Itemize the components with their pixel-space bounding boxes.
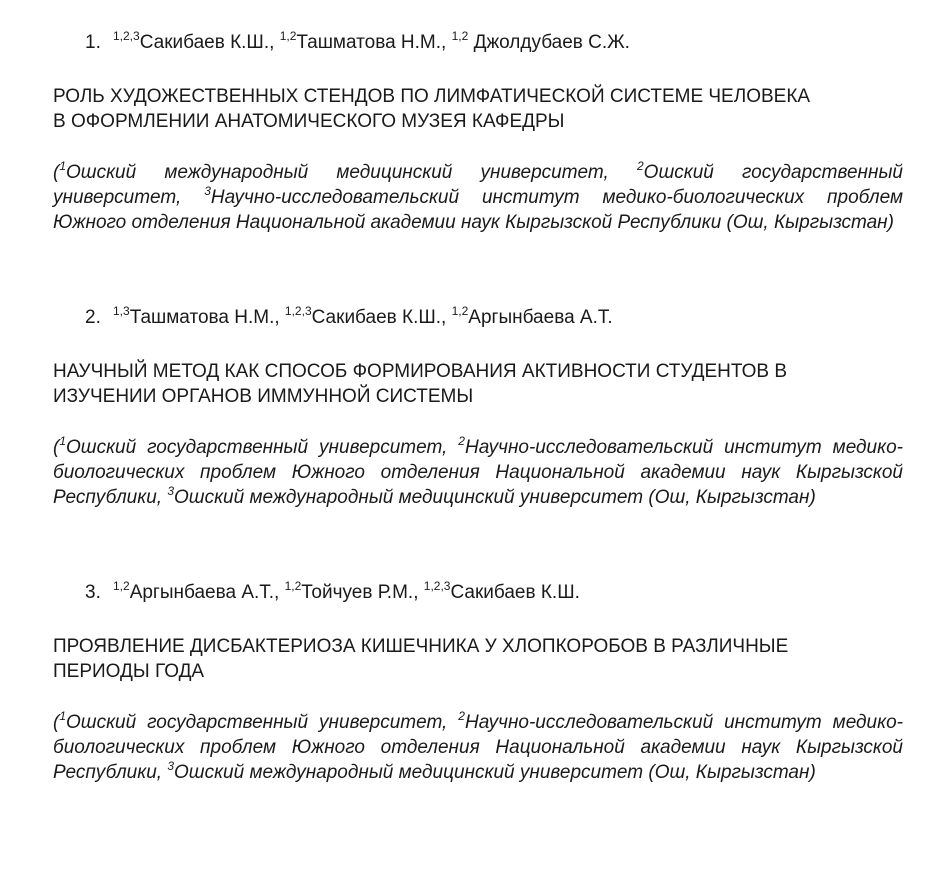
affil-text: Научно-исследовательский институт медико-биологических проблем Южного отделения Национальной академии наук Кыргызской Республики (Ош, Кыргызстан)	[53, 187, 903, 233]
author-name: Аргынбаева А.Т.,	[129, 582, 280, 603]
entry-title	[53, 634, 903, 684]
affil-text: Ошский международный медицинский университет (Ош, Кыргызстан)	[174, 762, 816, 783]
entry-1	[53, 30, 903, 235]
author-name: Тойчуев Р.М.,	[301, 582, 419, 603]
author-name: Аргынбаева А.Т.	[468, 307, 613, 328]
entry-2	[53, 305, 903, 510]
title-line-1: НАУЧНЫЙ МЕТОД КАК СПОСОБ ФОРМИРОВАНИЯ АКТИВНОСТИ СТУДЕНТОВ В	[53, 361, 788, 382]
affil-sup: 1	[59, 159, 67, 173]
author-sup: 1,2	[451, 304, 469, 318]
affil-sup: 3	[204, 184, 211, 198]
affil-text: Ошский международный медицинский университет (Ош, Кыргызстан)	[174, 487, 816, 508]
entry-affiliations: ($^1$Ошский государственный университет, $^2$Научно-исследовательский институт медико-биологических проблем Южного отделения Национальной академии наук Кыргызской Республики, $^3$Ошский международный медицинский университет (Ош, Кыргызстан)	[53, 434, 903, 508]
author-sup: 1,2	[279, 29, 297, 43]
entry-authors	[53, 305, 903, 331]
affil-text: Ошский государственный университет,	[53, 162, 903, 208]
affil-text: Ошский государственный университет,	[66, 437, 459, 458]
affil-sup: 1	[59, 434, 67, 448]
affil-text: Ошский государственный университет,	[66, 712, 459, 733]
entry-affiliations: ($^1$Ошский международный медицинский университет, $^2$Ошский государственный университет, $^3$Научно-исследовательский институт медико-биологических проблем Южного отделения Национальной академии наук Кыргызской Республики (Ош, Кыргызстан)	[53, 159, 903, 233]
author-sup: 1,2,3	[284, 304, 312, 318]
title-line-2: ИЗУЧЕНИИ ОРГАНОВ ИММУННОЙ СИСТЕМЫ	[53, 386, 474, 407]
author-sup: 1,2	[451, 29, 469, 43]
affil-text: Научно-исследовательский институт медико-биологических проблем Южного отделения Национальной академии наук Кыргызской Республики,	[53, 437, 903, 508]
author-name: Сакибаев К.Ш.	[450, 582, 580, 603]
author-name: Ташматова Н.М.,	[296, 32, 447, 53]
author-sup: 1,2	[113, 579, 130, 593]
entry-3	[53, 580, 903, 785]
title-line-1: РОЛЬ ХУДОЖЕСТВЕННЫХ СТЕНДОВ ПО ЛИМФАТИЧЕСКОЙ СИСТЕМЕ ЧЕЛОВЕКА	[53, 86, 811, 107]
entry-number: 1.	[85, 32, 101, 53]
author-name: Джолдубаев С.Ж.	[468, 32, 630, 53]
author-sup: 1,3	[113, 304, 130, 318]
affil-sup: 2	[636, 159, 644, 173]
entry-title	[53, 359, 903, 409]
entry-authors	[53, 30, 903, 56]
author-name: Ташматова Н.М.,	[129, 307, 280, 328]
author-name: Сакибаев К.Ш.,	[139, 32, 275, 53]
entry-affiliations: ($^1$Ошский государственный университет, $^2$Научно-исследовательский институт медико-биологических проблем Южного отделения Национальной академии наук Кыргызской Республики, $^3$Ошский международный медицинский университет (Ош, Кыргызстан)	[53, 709, 903, 783]
title-line-2: ПЕРИОДЫ ГОДА	[53, 661, 205, 682]
title-line-1: ПРОЯВЛЕНИЕ ДИСБАКТЕРИОЗА КИШЕЧНИКА У ХЛОПКОРОБОВ В РАЗЛИЧНЫЕ	[53, 636, 789, 657]
affil-text: Ошский международный медицинский университет,	[66, 162, 637, 183]
affil-sup: 2	[458, 709, 465, 723]
affil-sup: 2	[458, 434, 465, 448]
affil-sup: 1	[59, 709, 67, 723]
author-sup: 1,2	[284, 579, 302, 593]
affil-sup: 3	[167, 759, 175, 773]
entry-number: 3.	[85, 582, 101, 603]
entry-number: 2.	[85, 307, 101, 328]
affil-sup: 3	[167, 484, 175, 498]
affil-text: Научно-исследовательский институт медико-биологических проблем Южного отделения Национальной академии наук Кыргызской Республики,	[53, 712, 903, 783]
entry-authors	[53, 580, 903, 606]
title-line-2: В ОФОРМЛЕНИИ АНАТОМИЧЕСКОГО МУЗЕЯ КАФЕДРЫ	[53, 111, 565, 132]
author-sup: 1,2,3	[423, 579, 451, 593]
author-sup: 1,2,3	[113, 29, 140, 43]
author-name: Сакибаев К.Ш.,	[311, 307, 447, 328]
entry-title	[53, 84, 903, 134]
